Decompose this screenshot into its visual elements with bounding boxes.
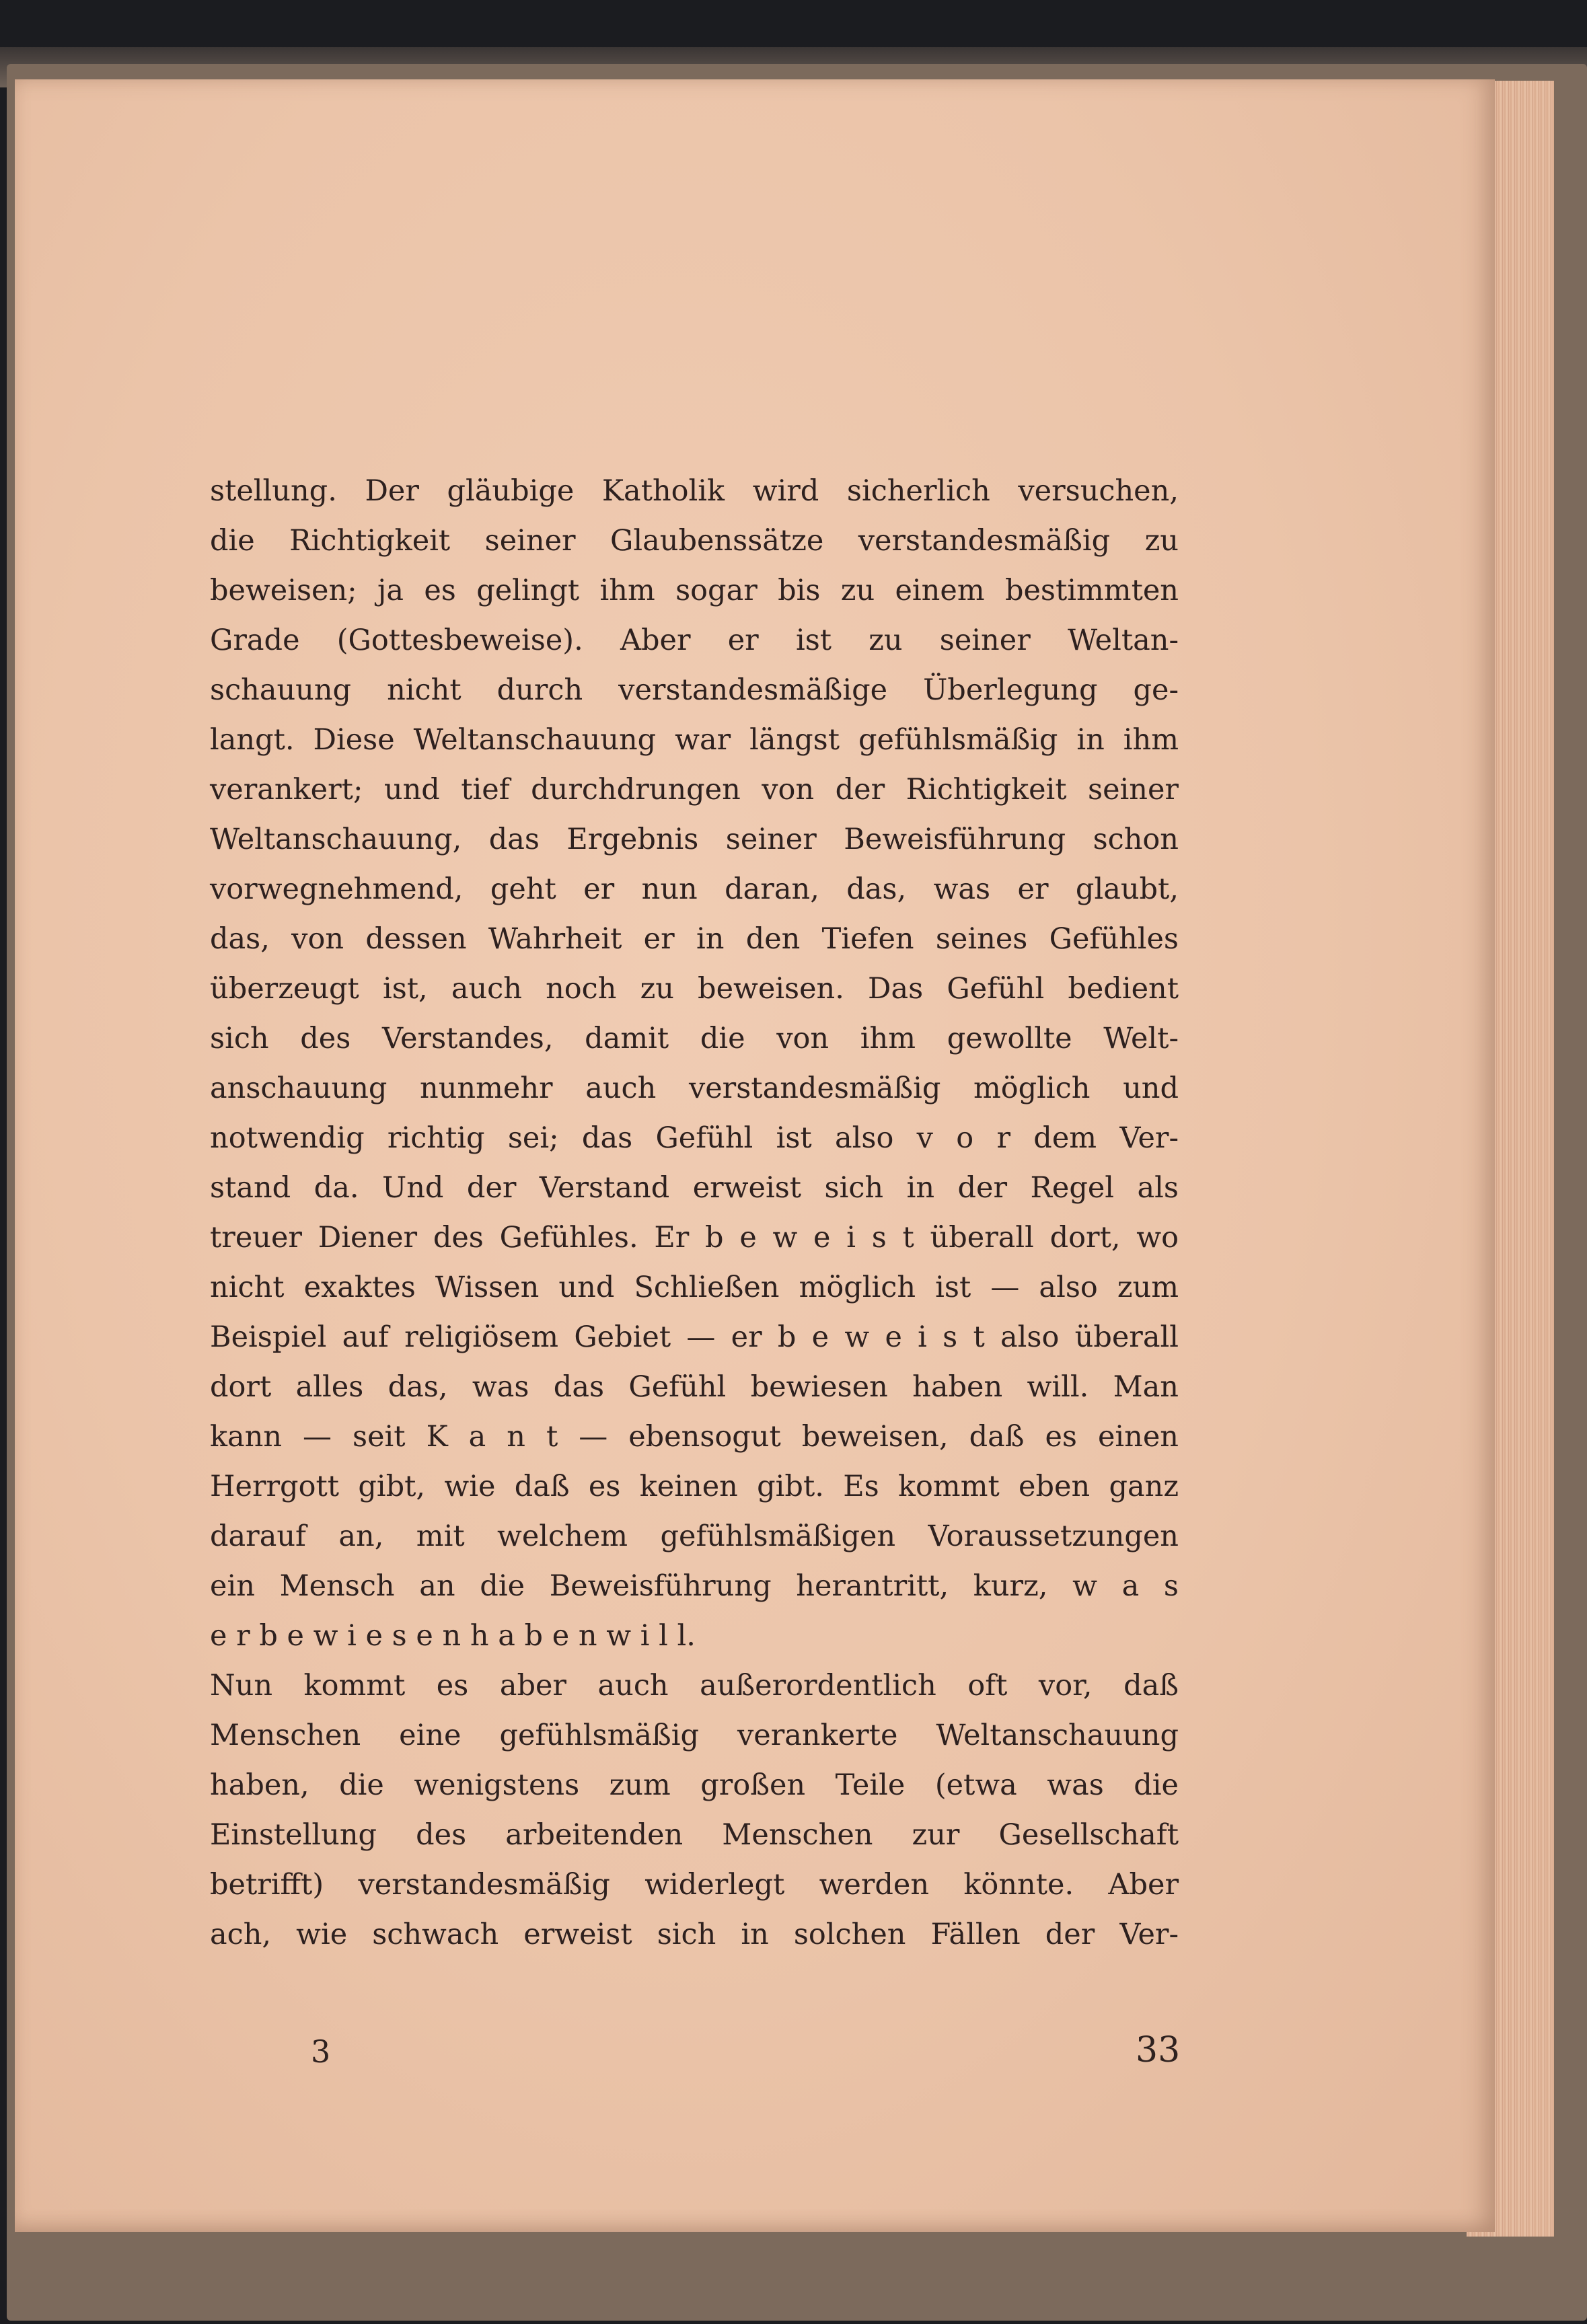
text-line: langt. Diese Weltanschauung war längst gefühlsmäßig in ihm <box>210 723 1179 757</box>
text-line: betrifft) verstandesmäßig widerlegt werden könnte. Aber <box>210 1868 1179 1902</box>
text-line: Einstellung des arbeitenden Menschen zur Gesellschaft <box>210 1818 1179 1852</box>
text-line: vorwegnehmend, geht er nun daran, das, was er glaubt, <box>210 872 1179 906</box>
text-line: Nun kommt es aber auch außerordentlich oft vor, daß <box>210 1669 1179 1702</box>
text-line: kann — seit K a n t — ebensogut beweisen, daß es einen <box>210 1420 1179 1454</box>
text-line: haben, die wenigstens zum großen Teile (etwa was die <box>210 1768 1179 1802</box>
text-line: treuer Diener des Gefühles. Er b e w e i s t überall dort, wo <box>210 1221 1179 1254</box>
text-line: die Richtigkeit seiner Glaubenssätze verstandesmäßig zu <box>210 524 1179 558</box>
text-line: Beispiel auf religiösem Gebiet — er b e w e i s t also überall <box>210 1320 1179 1354</box>
text-line: Weltanschauung, das Ergebnis seiner Beweisführung schon <box>210 823 1179 856</box>
text-line: dort alles das, was das Gefühl bewiesen haben will. Man <box>210 1370 1179 1404</box>
text-line: notwendig richtig sei; das Gefühl ist also v o r dem Ver- <box>210 1121 1179 1155</box>
text-line: schauung nicht durch verstandesmäßige Überlegung ge- <box>210 673 1179 707</box>
text-line: überzeugt ist, auch noch zu beweisen. Das Gefühl bedient <box>210 972 1179 1006</box>
text-line: Grade (Gottesbeweise). Aber er ist zu seiner Weltan- <box>210 624 1179 657</box>
text-line: Herrgott gibt, wie daß es keinen gibt. Es kommt eben ganz <box>210 1470 1179 1503</box>
text-line: e r b e w i e s e n h a b e n w i l l. <box>210 1619 696 1653</box>
book-page <box>15 79 1495 2232</box>
signature-mark: 3 <box>311 2033 331 2070</box>
text-line: nicht exaktes Wissen und Schließen möglich ist — also zum <box>210 1271 1179 1304</box>
text-line: ach, wie schwach erweist sich in solchen Fällen der Ver- <box>210 1918 1179 1951</box>
text-line: stellung. Der gläubige Katholik wird sicherlich versuchen, <box>210 474 1179 508</box>
text-line: darauf an, mit welchem gefühlsmäßigen Voraussetzungen <box>210 1520 1179 1553</box>
text-line: ein Mensch an die Beweisführung herantritt, kurz, w a s <box>210 1569 1179 1603</box>
text-line: Menschen eine gefühlsmäßig verankerte Weltanschauung <box>210 1719 1179 1752</box>
text-line: anschauung nunmehr auch verstandesmäßig möglich und <box>210 1072 1179 1105</box>
text-line: das, von dessen Wahrheit er in den Tiefen seines Gefühles <box>210 922 1179 956</box>
text-line: sich des Verstandes, damit die von ihm gewollte Welt- <box>210 1022 1179 1055</box>
text-line: verankert; und tief durchdrungen von der Richtigkeit seiner <box>210 773 1179 807</box>
text-line: beweisen; ja es gelingt ihm sogar bis zu einem bestimmten <box>210 574 1179 607</box>
body-text <box>210 466 1179 1959</box>
page-number: 33 <box>1136 2030 1181 2070</box>
text-line: stand da. Und der Verstand erweist sich in der Regel als <box>210 1171 1179 1205</box>
